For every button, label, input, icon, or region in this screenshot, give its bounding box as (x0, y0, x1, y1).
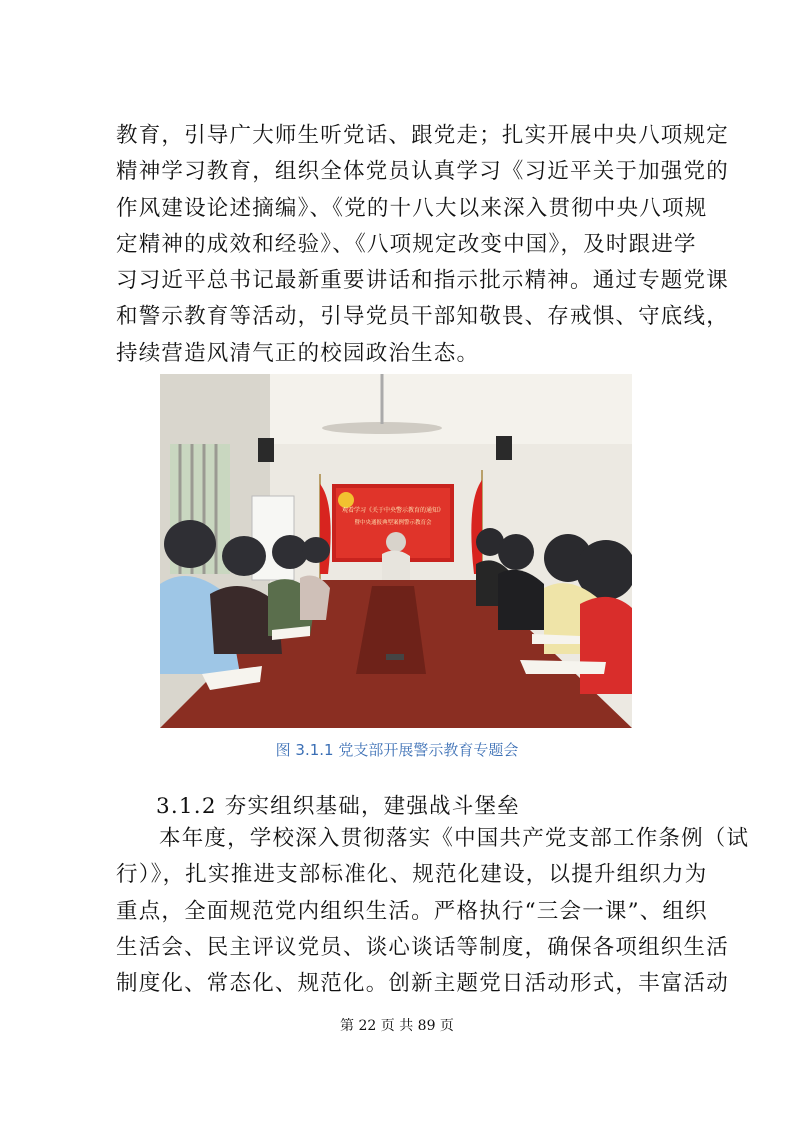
paragraph-line: 行）》，扎实推进支部标准化、规范化建设，以提升组织力为 (116, 862, 708, 888)
paragraph-line: 本年度，学校深入贯彻落实《中国共产党支部工作条例（试 (159, 826, 750, 851)
paragraph-line: 习习近平总书记最新重要讲话和指示批示精神。通过专题党课 (116, 268, 729, 294)
paragraph-line: 持续营造风清气正的校园政治生态。 (116, 340, 480, 366)
paragraph-line: 定精神的成效和经验》、《八项规定改变中国》，及时跟进学 (116, 231, 697, 257)
figure-caption: 图 3.1.1 党支部开展警示教育专题会 (275, 741, 519, 759)
page-number: 第 22 页 共 89 页 (340, 1018, 454, 1034)
paragraph-line: 和警示教育等活动，引导党员干部知敬畏、存戒惧、守底线， (116, 304, 729, 330)
body-paragraph-1 (116, 118, 729, 372)
paragraph-line: 精神学习教育，组织全体党员认真学习《习近平关于加强党的 (116, 159, 729, 185)
screen-subtitle: 暨中央通报典型案例警示教育会 (354, 520, 432, 526)
meeting-photo (160, 374, 632, 728)
paragraph-line: 教育，引导广大师生听党话、跟党走；扎实开展中央八项规定 (116, 123, 729, 148)
section-heading: 3.1.2 夯实组织基础，建强战斗堡垒 (156, 794, 520, 819)
screen-title: 观看学习《关于中央警示教育的通知》 (341, 507, 445, 514)
paragraph-line: 重点，全面规范党内组织生活。严格执行“三会一课”、组织 (116, 898, 708, 924)
paragraph-line: 制度化、常态化、规范化。创新主题党日活动形式，丰富活动 (116, 971, 729, 997)
paragraph-line: 作风建设论述摘编》、《党的十八大以来深入贯彻中央八项规 (116, 195, 708, 221)
paragraph-line: 生活会、民主评议党员、谈心谈话等制度，确保各项组织生活 (116, 934, 729, 960)
body-paragraph-2 (116, 821, 750, 1002)
